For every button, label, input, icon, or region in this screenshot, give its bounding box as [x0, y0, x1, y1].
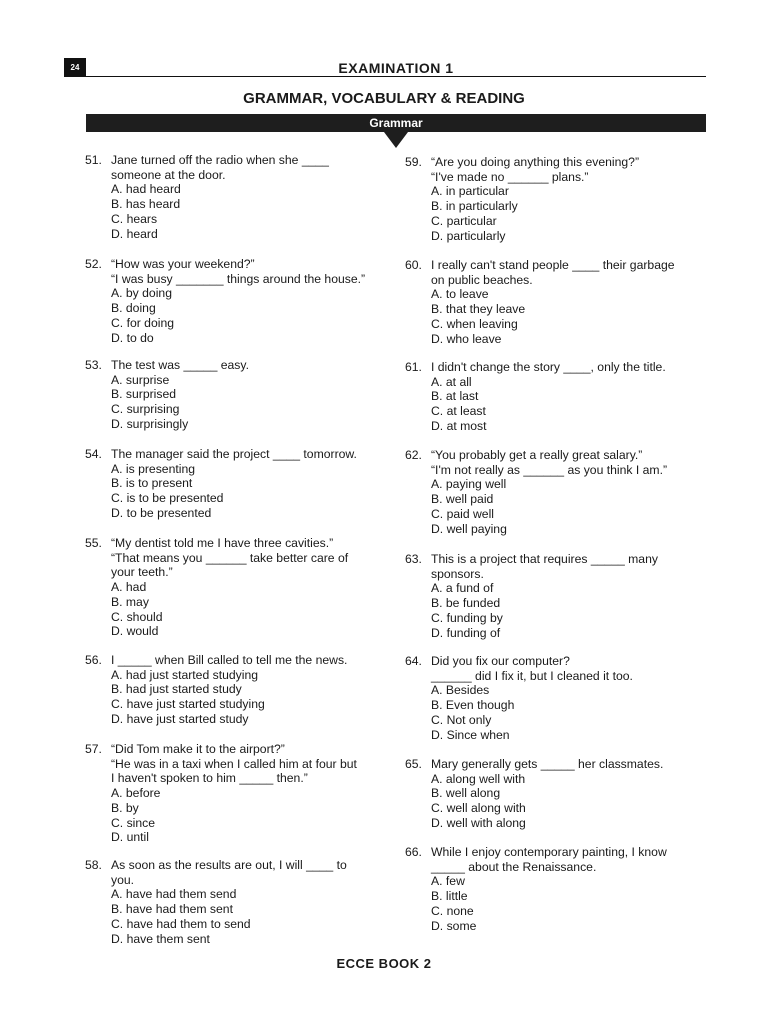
- banner-arrow: [384, 132, 408, 148]
- question-number: 61.: [405, 360, 422, 374]
- grammar-banner: [86, 114, 706, 132]
- question-body: [111, 536, 348, 639]
- question-stem-line: “He was in a taxi when I called him at four but: [111, 756, 357, 771]
- answer-option: D. some: [431, 918, 477, 933]
- question-stem-line: someone at the door.: [111, 167, 226, 182]
- answer-option: A. had heard: [111, 182, 181, 197]
- header-rule: [86, 76, 706, 77]
- answer-option: B. well paid: [431, 492, 494, 507]
- answer-option: A. along well with: [431, 771, 526, 786]
- answer-option: D. particularly: [431, 228, 506, 243]
- question-stem-line: Mary generally gets _____ her classmates.: [431, 757, 664, 771]
- question-body: [431, 654, 633, 742]
- exam-title: EXAMINATION 1: [338, 60, 454, 76]
- answer-option: B. have had them sent: [111, 902, 233, 917]
- answer-option: C. paid well: [431, 506, 494, 521]
- answer-option: C. none: [431, 903, 474, 918]
- answer-option: D. to be presented: [111, 505, 212, 520]
- answer-option: C. when leaving: [431, 316, 518, 331]
- answer-option: B. doing: [111, 301, 156, 316]
- question-stem-line: “You probably get a really great salary.”: [431, 448, 643, 462]
- answer-option: B. that they leave: [431, 302, 526, 317]
- answer-option: C. funding by: [431, 610, 503, 625]
- answer-option: B. is to present: [111, 476, 193, 491]
- answer-option: B. Even though: [431, 698, 515, 713]
- answer-option: A. Besides: [431, 683, 490, 698]
- answer-option: A. few: [431, 874, 465, 889]
- question-stem-line: I _____ when Bill called to tell me the news.: [111, 653, 348, 667]
- question-stem-line: “I've made no ______ plans.”: [431, 169, 589, 184]
- answer-option: A. had: [111, 580, 147, 595]
- grammar-banner-label: Grammar: [369, 116, 423, 130]
- question-body: [111, 257, 365, 345]
- question-stem-line: While I enjoy contemporary painting, I know: [431, 845, 667, 859]
- answer-option: D. funding of: [431, 625, 501, 640]
- question-body: [431, 757, 663, 831]
- answer-option: A. paying well: [431, 477, 507, 492]
- answer-option: D. Since when: [431, 727, 510, 742]
- question-body: [111, 153, 329, 241]
- answer-option: D. until: [111, 830, 149, 845]
- answer-option: C. hears: [111, 211, 158, 226]
- answer-option: A. have had them send: [111, 887, 237, 902]
- answer-option: B. little: [431, 889, 468, 904]
- question-number: 58.: [85, 858, 102, 872]
- question-body: [431, 155, 639, 243]
- question-stem-line: This is a project that requires _____ many: [431, 552, 658, 566]
- answer-option: B. in particularly: [431, 199, 518, 214]
- question-body: [111, 653, 347, 727]
- question-stem-line: I didn't change the story ____, only the title.: [431, 360, 666, 374]
- question-number: 56.: [85, 653, 102, 667]
- question-number: 59.: [405, 155, 422, 169]
- question-number: 57.: [85, 742, 102, 756]
- answer-option: B. be funded: [431, 596, 501, 611]
- answer-option: B. has heard: [111, 197, 181, 212]
- question-stem-line: you.: [111, 872, 135, 887]
- answer-option: C. since: [111, 815, 156, 830]
- answer-option: C. is to be presented: [111, 491, 224, 506]
- question-stem-line: sponsors.: [431, 566, 484, 581]
- question-number: 60.: [405, 258, 422, 272]
- question-body: [431, 845, 667, 933]
- answer-option: A. by doing: [111, 286, 172, 301]
- question-number: 64.: [405, 654, 422, 668]
- answer-option: D. have just started study: [111, 711, 249, 726]
- answer-option: A. at all: [431, 374, 472, 389]
- answer-option: B. surprised: [111, 387, 177, 402]
- answer-option: D. would: [111, 624, 159, 639]
- question-number: 55.: [85, 536, 102, 550]
- question-number: 53.: [85, 358, 102, 372]
- question-stem-line: ______ did I fix it, but I cleaned it too.: [431, 668, 633, 683]
- question-number: 52.: [85, 257, 102, 271]
- question-stem-line: I haven't spoken to him _____ then.”: [111, 771, 308, 786]
- answer-option: D. to do: [111, 330, 154, 345]
- answer-option: C. well along with: [431, 801, 526, 816]
- question-body: [431, 552, 658, 640]
- question-body: [111, 858, 347, 946]
- answer-option: C. have had them to send: [111, 916, 251, 931]
- question-stem-line: “I was busy _______ things around the house.”: [111, 271, 366, 286]
- question-stem-line: “I'm not really as ______ as you think I am.”: [431, 462, 668, 477]
- answer-option: C. at least: [431, 404, 486, 419]
- question-stem-line: _____ about the Renaissance.: [431, 859, 597, 874]
- question-body: [111, 742, 357, 845]
- question-number: 51.: [85, 153, 102, 167]
- answer-option: C. surprising: [111, 402, 180, 417]
- question-number: 65.: [405, 757, 422, 771]
- page-number: 24: [64, 58, 86, 77]
- answer-option: A. a fund of: [431, 581, 494, 596]
- answer-option: A. before: [111, 786, 161, 801]
- answer-option: C. particular: [431, 213, 497, 228]
- answer-option: C. Not only: [431, 712, 492, 727]
- question-stem-line: I really can't stand people ____ their garbage: [431, 258, 675, 272]
- section-title: GRAMMAR, VOCABULARY & READING: [243, 90, 525, 107]
- question-stem-line: “My dentist told me I have three cavities.”: [111, 536, 334, 550]
- question-body: [431, 258, 675, 346]
- answer-option: A. to leave: [431, 287, 489, 302]
- question-number: 54.: [85, 447, 102, 461]
- question-body: [431, 448, 667, 536]
- answer-option: D. heard: [111, 226, 158, 241]
- answer-option: D. who leave: [431, 331, 502, 346]
- question-stem-line: your teeth.”: [111, 565, 173, 580]
- question-number: 63.: [405, 552, 422, 566]
- answer-option: D. well paying: [431, 521, 507, 536]
- question-stem-line: As soon as the results are out, I will ____ to: [111, 858, 347, 872]
- answer-option: B. at last: [431, 389, 479, 404]
- answer-option: C. have just started studying: [111, 697, 265, 712]
- question-stem-line: The manager said the project ____ tomorrow.: [111, 447, 357, 461]
- answer-option: D. surprisingly: [111, 416, 189, 431]
- answer-option: D. at most: [431, 418, 487, 433]
- question-stem-line: “Did Tom make it to the airport?”: [111, 742, 285, 756]
- question-body: [111, 447, 357, 521]
- question-number: 62.: [405, 448, 422, 462]
- answer-option: A. surprise: [111, 372, 170, 387]
- answer-option: B. may: [111, 594, 149, 609]
- question-body: [431, 360, 666, 434]
- answer-option: B. by: [111, 800, 139, 815]
- answer-option: D. well with along: [431, 815, 526, 830]
- question-stem-line: on public beaches.: [431, 272, 533, 287]
- answer-option: A. is presenting: [111, 461, 196, 476]
- question-stem-line: Did you fix our computer?: [431, 654, 570, 668]
- question-body: [111, 358, 249, 432]
- answer-option: A. had just started studying: [111, 667, 259, 682]
- question-stem-line: Jane turned off the radio when she ____: [111, 153, 329, 167]
- question-stem-line: “Are you doing anything this evening?”: [431, 155, 639, 169]
- answer-option: B. well along: [431, 786, 501, 801]
- answer-option: A. in particular: [431, 184, 509, 199]
- answer-option: B. had just started study: [111, 682, 242, 697]
- footer-title: ECCE BOOK 2: [336, 956, 432, 971]
- question-stem-line: The test was _____ easy.: [111, 358, 249, 372]
- question-number: 66.: [405, 845, 422, 859]
- answer-option: D. have them sent: [111, 931, 210, 946]
- answer-option: C. should: [111, 609, 163, 624]
- question-stem-line: “That means you ______ take better care of: [111, 550, 349, 565]
- answer-option: C. for doing: [111, 315, 175, 330]
- question-stem-line: “How was your weekend?”: [111, 257, 255, 271]
